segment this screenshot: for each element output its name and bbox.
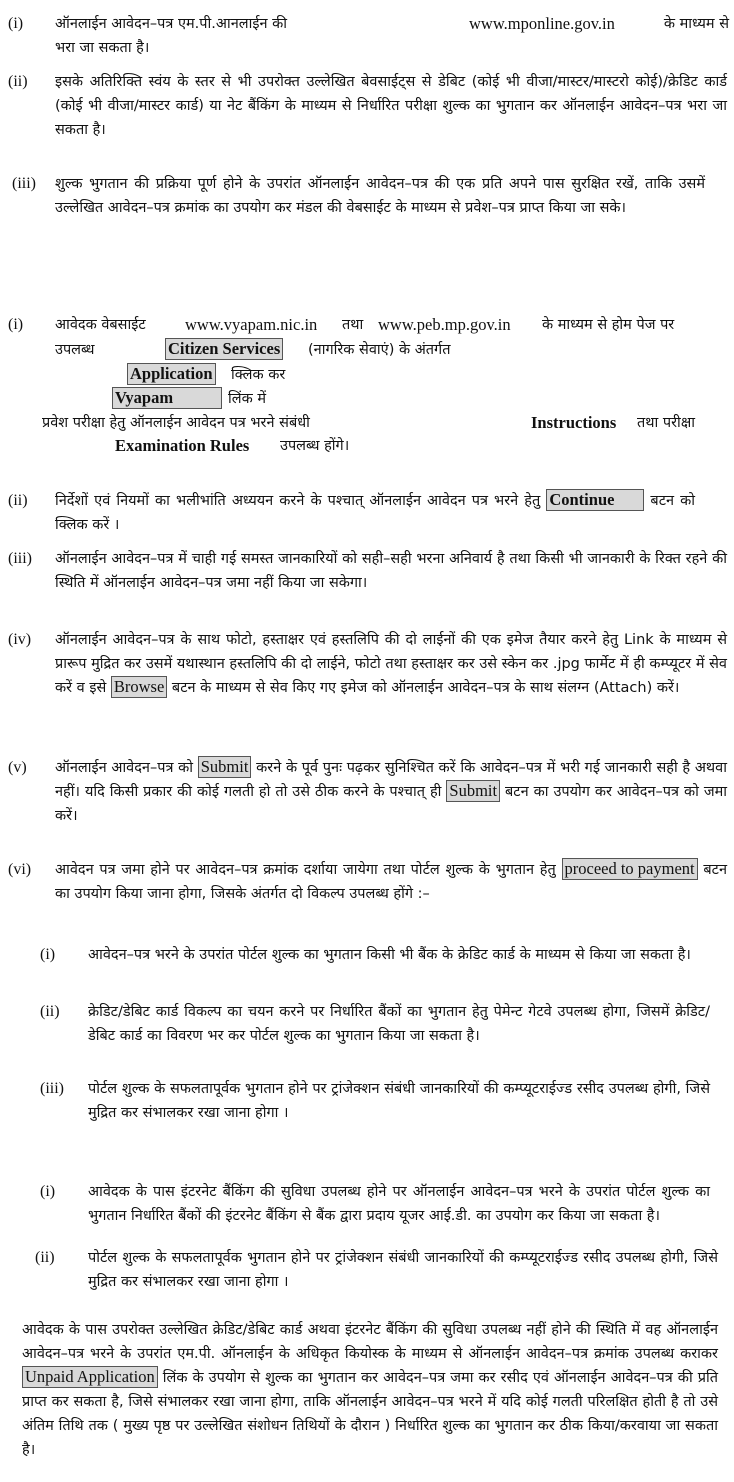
s4-text [22, 1318, 718, 1462]
s3-item-2-num: (ii) [35, 1249, 55, 1266]
unpaid-application-button[interactable]: Unpaid Application [22, 1366, 158, 1388]
s1-item-2-num: (ii) [8, 73, 28, 90]
s1-item-1-text-b: के माध्यम से [663, 16, 729, 32]
s2-item-2-text-b: बटन को क्लिक करें । [55, 493, 696, 533]
s1-item-3-num: (iii) [12, 175, 36, 192]
vyapam-site-link[interactable]: www.vyapam.nic.in [185, 315, 318, 334]
s2-item-4-num: (iv) [8, 631, 32, 648]
s2-item-3-num: (iii) [8, 550, 32, 567]
s2-item-6-text-a: आवेदन पत्र जमा होने पर आवेदन–पत्र क्रमांक दर्शाया जायेगा तथा पोर्टल शुल्क के भुगतान हेतु [55, 862, 556, 878]
examination-rules-label: Examination Rules [115, 436, 250, 455]
s2-subitem-3-num: (iii) [40, 1080, 64, 1097]
s2-item-5-text [55, 756, 727, 828]
s2-l4: लिंक में [228, 391, 267, 407]
browse-button[interactable]: Browse [111, 676, 167, 698]
s2-item-2-text [55, 489, 695, 537]
s2-item-6 [0, 858, 734, 930]
peb-site-link[interactable]: www.peb.mp.gov.in [378, 315, 511, 334]
s2-l2a: उपलब्ध [55, 342, 95, 358]
s3-item-2 [0, 1246, 734, 1296]
submit-button-2[interactable]: Submit [446, 780, 500, 802]
s1-item-3 [0, 172, 734, 244]
s2-subitem-1 [0, 943, 734, 993]
s3-item-1-num: (i) [40, 1183, 56, 1200]
s2-subitem-2-num: (ii) [40, 1003, 60, 1020]
s2-item-4-text-b: बटन के माध्यम से सेव किए गए इमेज को ऑनलाईन आवेदन–पत्र के साथ संलग्न (Attach) करें। [171, 680, 680, 696]
vyapam-link-button[interactable]: Vyapam [112, 387, 222, 409]
s1-item-3-text: शुल्क भुगतान की प्रक्रिया पूर्ण होने के उपरांत ऑनलाईन आवेदन–पत्र की एक प्रति अपने पास सुरक्षित रखें, ताकि उसमें उल्लेखित आवेदन–पत्र क्रमांक का उपयोग कर मंडल की वेबसाईट के माध्यम से प्रवेश–पत्र प्राप्त किया जा सके। [55, 176, 705, 216]
s4-text-b: लिंक के उपयोग से शुल्क का भुगतान कर आवेदन–पत्र जमा कर रसीद एवं ऑनलाईन आवेदन–पत्र की प्रति प्राप्त कर सकता है, जिसे संभालकर रखा जाना होगा, ताकि ऑनलाईन आवेदन–पत्र भरने में यदि कोई गलती परिलक्षित होती है तो उसे अंतिम तिथि तक ( मुख्य पृष्ठ पर उल्लेखित संशोधन तिथियों के दौरान ) निर्धारित शुल्क का भुगतान कर ठीक किया/करवाया जा सकता है। [22, 1370, 719, 1458]
s2-l2b: (नागरिक सेवाएं) के अंतर्गत [308, 342, 451, 358]
s2-l1b: तथा [342, 317, 364, 333]
s2-item-6-text [55, 858, 727, 906]
s2-item-5 [0, 756, 734, 852]
s2-subitem-3-text: पोर्टल शुल्क के सफलतापूर्वक भुगतान होने पर ट्रांजेक्शन संबंधी जानकारियों की कम्प्यूटराईज्ड रसीद उपलब्ध होगी, जिसे मुद्रित कर संभालकर रखा जाना होगा । [88, 1081, 710, 1121]
s2-item-1 [0, 313, 734, 458]
s2-item-2-text-a: निर्देशों एवं नियमों का भलीभांति अध्ययन करने के पश्चात् ऑनलाईन आवेदन पत्र भरने हेतु [55, 493, 541, 509]
s2-item-2 [0, 489, 734, 539]
application-button[interactable]: Application [127, 363, 216, 385]
s2-item-5-text-b: करने के पूर्व पुनः पढ़कर सुनिश्चित करें कि आवेदन–पत्र में भरी गई जानकारी सही है अथवा नहीं। यदि किसी प्रकार की कोई गलती हो तो उसे ठीक करने के पश्चात् ही [55, 760, 727, 800]
s1-item-1-text-a: ऑनलाईन आवेदन–पत्र एम.पी.आनलाईन की [55, 16, 287, 32]
s1-item-2-text: इसके अतिरिक्ति स्वंय के स्तर से भी उपरोक्त उल्लेखित बेवसाईट्स से डेबिट (कोई भी वीजा/मास्टर/मास्टरो कोई)/क्रेडिट कार्ड (कोई भी वीजा/मास्टर कार्ड) या नेट बैंकिंग के माध्यम से निर्धारित परीक्षा शुल्क का भुगतान कर ऑनलाईन आवेदन–पत्र भरा जा सकता है। [55, 74, 727, 138]
s2-l6: उपलब्ध होंगे। [280, 438, 350, 454]
s2-item-5-text-c: बटन का उपयोग कर आवेदन–पत्र को जमा करें। [55, 784, 728, 824]
s2-subitem-2-text: क्रेडिट/डेबिट कार्ड विकल्प का चयन करने पर निर्धारित बैंकों का भुगतान हेतु पेमेन्ट गेटवे उपलब्ध होगा, जिसमें क्रेडिट/डेबिट कार्ड का विवरण भर कर पोर्टल शुल्क का भुगतान किया जा सकता है। [88, 1004, 710, 1044]
s3-item-2-text: पोर्टल शुल्क के सफलतापूर्वक भुगतान होने पर ट्रांजेक्शन संबंधी जानकारियों की कम्प्यूटराईज्ड रसीद उपलब्ध होगी, जिसे मुद्रित कर संभालकर रखा जाना होगा । [88, 1250, 718, 1290]
s2-l5a: प्रवेश परीक्षा हेतु ऑनलाईन आवेदन पत्र भरने संबंधी [42, 415, 310, 431]
s2-l3: क्लिक कर [231, 367, 286, 383]
s1-item-2 [0, 70, 734, 165]
citizen-services-button[interactable]: Citizen Services [165, 338, 283, 360]
s2-item-4-text-a: ऑनलाईन आवेदन–पत्र के साथ फोटो, हस्ताक्षर एवं हस्तलिपि की दो लाईनों की एक इमेज तैयार करने हेतु Link के माध्यम से प्रारूप मुद्रित कर उसमें यथास्थान हस्तलिपि की दो लाईने, फोटो तथा हस्ताक्षर कर उसे स्केन कर .jpg फार्मेट में ही कम्प्यूटर में सेव करें व इसे [55, 632, 727, 696]
s2-item-5-text-a: ऑनलाईन आवेदन–पत्र को [55, 760, 194, 776]
s3-item-1 [0, 1180, 734, 1252]
continue-button[interactable]: Continue [546, 489, 644, 511]
s4-text-a: आवेदक के पास उपरोक्त उल्लेखित क्रेडिट/डेबिट कार्ड अथवा इंटरनेट बैंकिंग की सुविधा उपलब्ध नहीं होने की स्थिति में वह ऑनलाईन आवेदन–पत्र भरने के उपरांत एम.पी. ऑनलाईन के अधिकृत कियोस्क के माध्यम से ऑनलाईन आवेदन–पत्र क्रमांक उपलब्ध कराकर [22, 1322, 718, 1362]
s2-item-4-text [55, 628, 727, 700]
proceed-to-payment-button[interactable]: proceed to payment [562, 858, 698, 880]
instructions-label: Instructions [531, 413, 617, 432]
s2-item-6-num: (vi) [8, 861, 32, 878]
s2-item-6-text-b: बटन का उपयोग किया जाना होगा, जिसके अंतर्गत दो विकल्प उपलब्ध होंगे :– [55, 862, 728, 902]
mponline-url: www.mponline.gov.in [469, 14, 615, 33]
s2-subitem-3 [0, 1077, 734, 1127]
s2-l1c: के माध्यम से होम पेज पर [542, 317, 675, 333]
s2-subitem-2 [0, 1000, 734, 1072]
s1-item-1-text-c: भरा जा सकता है। [55, 40, 150, 56]
s2-item-5-num: (v) [8, 759, 27, 776]
s2-subitem-1-text: आवेदन–पत्र भरने के उपरांत पोर्टल शुल्क का भुगतान किसी भी बैंक के क्रेडिट कार्ड के माध्यम से किया जा सकता है। [88, 947, 691, 963]
s1-item-1 [0, 12, 734, 62]
s2-item-1-num: (i) [8, 316, 24, 333]
s2-item-3-text: ऑनलाईन आवेदन–पत्र में चाही गई समस्त जानकारियों को सही–सही भरना अनिवार्य है तथा किसी भी जानकारी के रिक्त रहने की स्थिति में ऑनलाईन आवेदन–पत्र जमा नहीं किया जा सकेगा। [55, 551, 727, 591]
s2-l1a: आवेदक वेबसाईट [55, 317, 146, 333]
s2-subitem-1-num: (i) [40, 946, 56, 963]
s2-l5b: तथा परीक्षा [637, 415, 695, 431]
s4-paragraph [0, 1318, 734, 1478]
s2-item-4 [0, 628, 734, 748]
s2-item-2-num: (ii) [8, 492, 28, 509]
s3-item-1-text: आवेदक के पास इंटरनेट बैंकिंग की सुविधा उपलब्ध होने पर ऑनलाईन आवेदन–पत्र भरने के उपरांत पोर्टल शुल्क का भुगतान निर्धारित बैंकों की इंटरनेट बैंकिंग से बैंक द्वारा प्रदाय यूजर आई.डी. का उपयोग कर किया जा सकता है। [88, 1184, 710, 1224]
s1-item-1-num: (i) [8, 15, 24, 32]
s2-item-3 [0, 547, 734, 619]
submit-button-1[interactable]: Submit [198, 756, 252, 778]
